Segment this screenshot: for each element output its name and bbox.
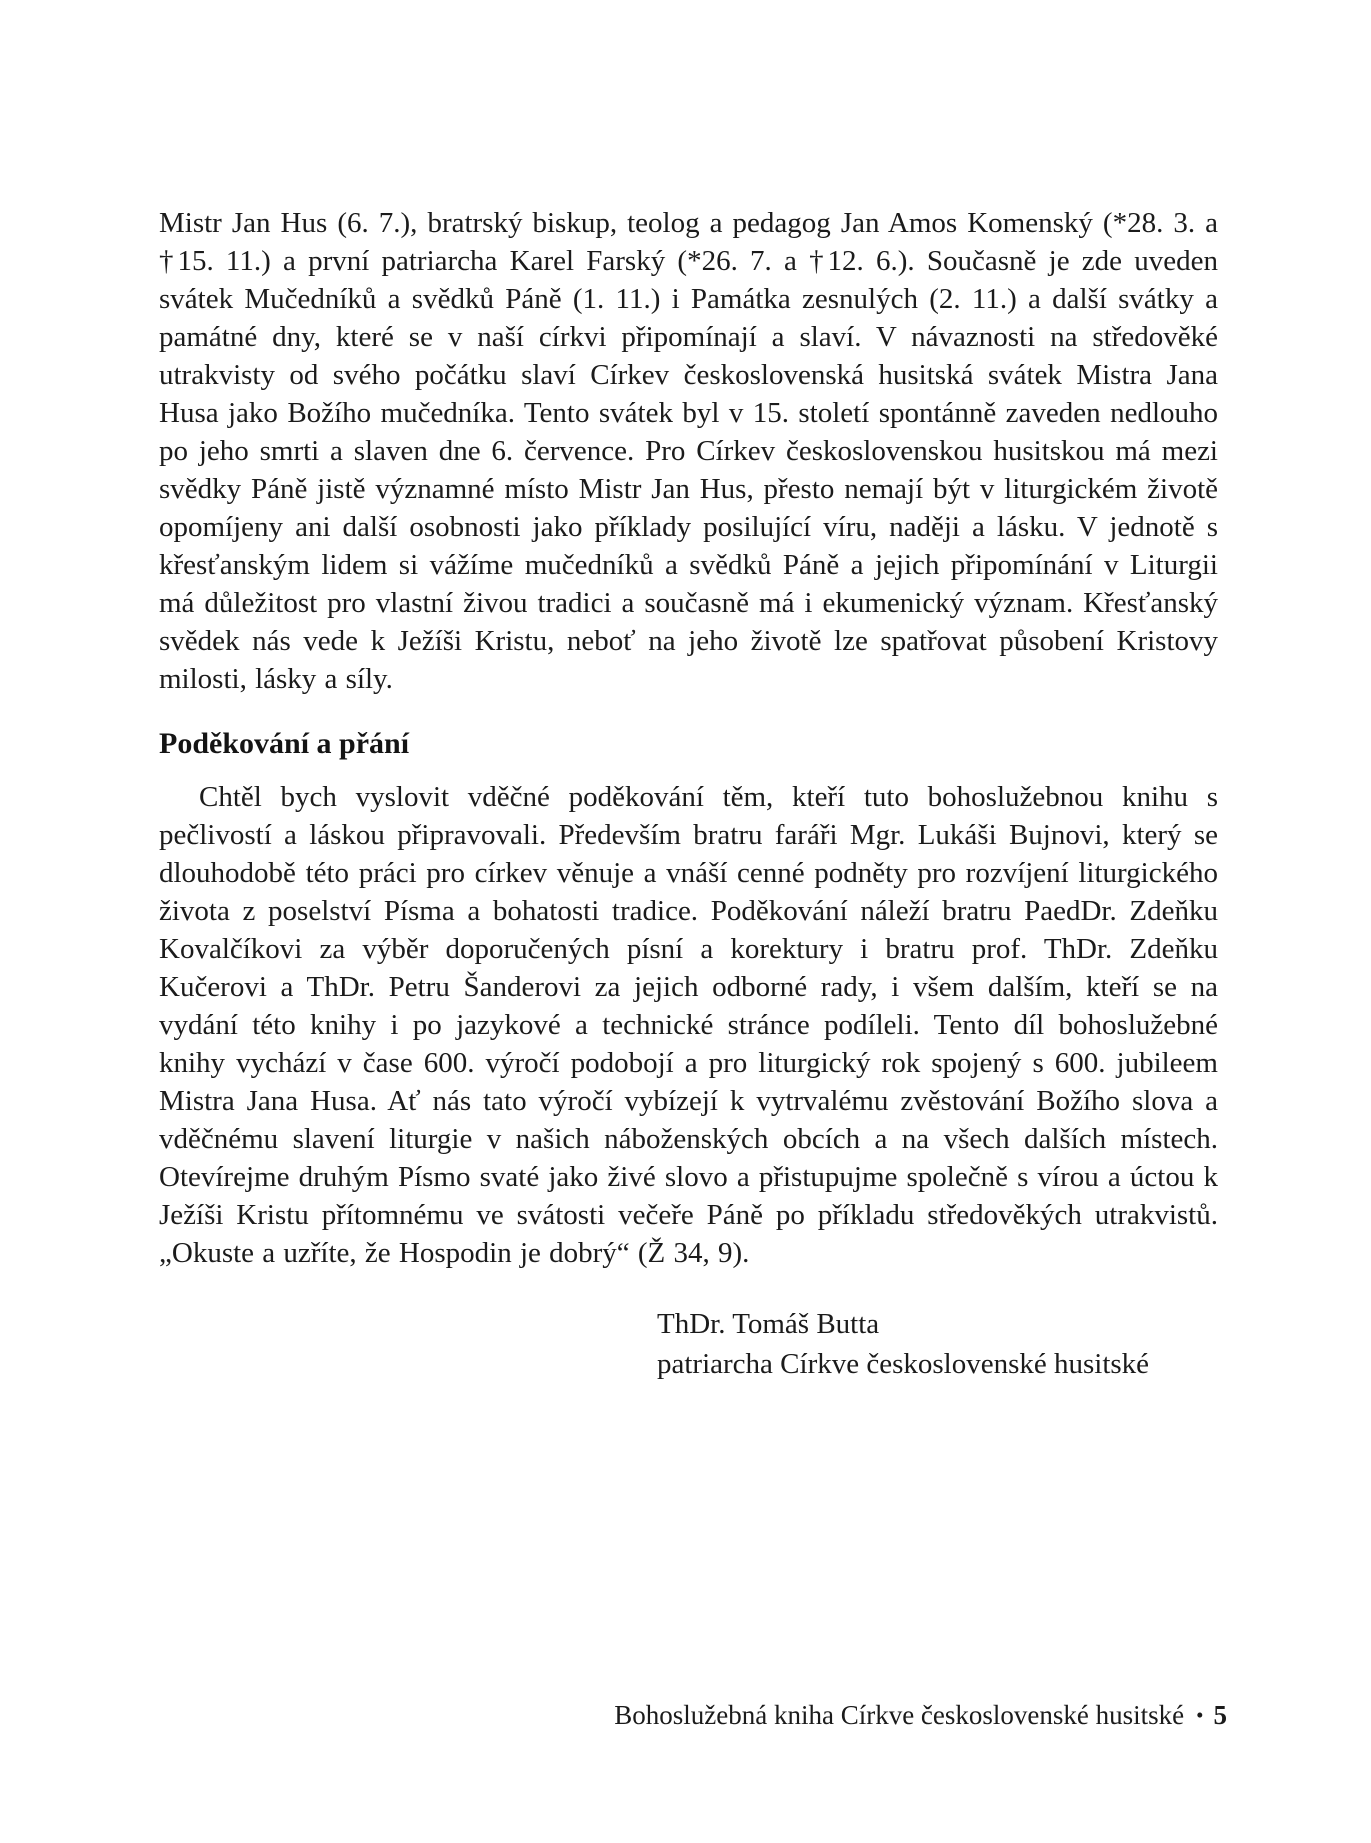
paragraph-acknowledgement: Chtěl bych vyslovit vděčné poděkování těm, kteří tuto bohoslužebnou knihu s pečlivostí a láskou připravovali. Především bratru faráři Mgr. Lukáši Bujnovi, který se dlouhodobě této práci pro církev věnuje a vnáší cenné podněty pro rozvíjení liturgického života z poselství Písma a bohatosti tradice. Poděkování náleží bratru PaedDr. Zdeňku Kovalčíkovi za výběr doporučených písní a korektury i bratru prof. ThDr. Zdeňku Kučerovi a ThDr. Petru Šanderovi za jejich odborné rady, i všem dalším, kteří se na vydání této knihy i po jazykové a technické stránce podíleli. Tento díl bohoslužebné knihy vychází v čase 600. výročí podobojí a pro liturgický rok spojený s 600. jubileem Mistra Jana Husa. Ať nás tato výročí vybízejí k vytrvalému zvěstování Božího slova a vděčnému slavení liturgie v našich náboženských obcích a na všech dalších místech. Otevírejme druhým Písmo svaté jako živé slovo a přistupujme společně s vírou a úctou k Ježíši Kristu přítomnému ve svátosti večeře Páně po příkladu středověkých utrakvistů. „Okuste a uzříte, že Hospodin je dobrý“ (Ž 34, 9). (159, 781, 1218, 1269)
page-content (159, 204, 1218, 1384)
signature-title: patriarcha Církve československé husitské (657, 1348, 1150, 1380)
page-number: 5 (1213, 1700, 1227, 1730)
section-heading: Poděkování a přání (159, 727, 410, 760)
page-footer (614, 1698, 1227, 1732)
signature-block (657, 1304, 1218, 1384)
signature-name: ThDr. Tomáš Butta (657, 1308, 880, 1340)
footer-running-title: Bohoslužebná kniha Církve československé husitské (614, 1700, 1185, 1730)
footer-bullet-separator: • (1196, 1703, 1204, 1727)
paragraph-continuation: Mistr Jan Hus (6. 7.), bratrský biskup, teolog a pedagog Jan Amos Komenský (*28. 3. a †15. 11.) a první patriarcha Karel Farský (*26. 7. a †12. 6.). Současně je zde uveden svátek Mučedníků a svědků Páně (1. 11.) i Památka zesnulých (2. 11.) a další svátky a památné dny, které se v naší církvi připomínají a slaví. V návaznosti na středověké utrakvisty od svého počátku slaví Církev československá husitská svátek Mistra Jana Husa jako Božího mučedníka. Tento svátek byl v 15. století spontánně zaveden nedlouho po jeho smrti a slaven dne 6. července. Pro Církev československou husitskou má mezi svědky Páně jistě významné místo Mistr Jan Hus, přesto nemají být v liturgickém životě opomíjeny ani další osobnosti jako příklady posilující víru, naději a lásku. V jednotě s křesťanským lidem si vážíme mučedníků a svědků Páně a jejich připomínání v Liturgii má důležitost pro vlastní živou tradici a současně má i ekumenický význam. Křesťanský svědek nás vede k Ježíši Kristu, neboť na jeho životě lze spatřovat působení Kristovy milosti, lásky a síly. (159, 207, 1218, 695)
